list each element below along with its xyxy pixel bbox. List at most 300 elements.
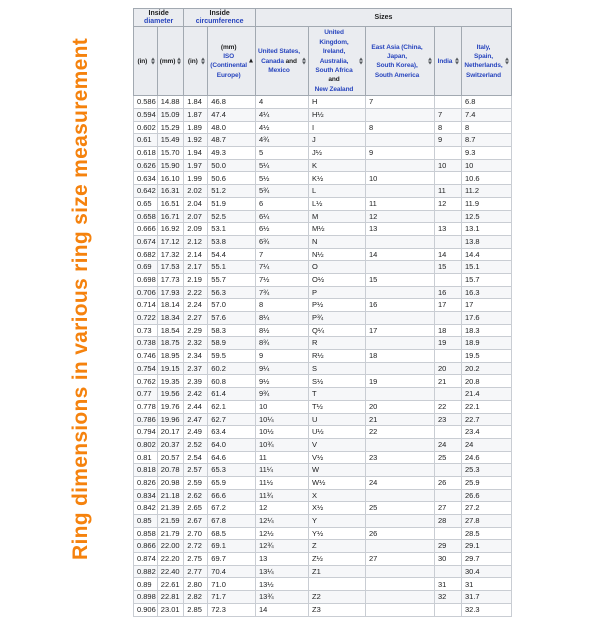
cell-east-asia-south-america: 9 xyxy=(366,147,435,160)
cell-diameter-in: 0.586 xyxy=(134,96,158,109)
group-header-inside-diameter xyxy=(134,9,184,27)
cell-diameter-in: 0.61 xyxy=(134,134,158,147)
cell-diameter-in: 0.81 xyxy=(134,451,158,464)
cell-italy-spain-netherlands-switzerland: 27.8 xyxy=(462,515,512,528)
cell-us-canada-mexico: 12½ xyxy=(256,527,309,540)
header-link[interactable]: South Africa xyxy=(315,67,353,75)
cell-circumference-mm-iso: 69.1 xyxy=(208,540,256,553)
header-text: (in) xyxy=(187,57,198,65)
table-row xyxy=(134,350,512,363)
cell-india: 10 xyxy=(435,159,462,172)
header-link[interactable]: Netherlands, xyxy=(464,62,503,70)
table-row xyxy=(134,578,512,591)
cell-circumference-in: 2.80 xyxy=(184,578,208,591)
cell-us-canada-mexico: 9¼ xyxy=(256,362,309,375)
cell-east-asia-south-america xyxy=(366,286,435,299)
cell-india: 19 xyxy=(435,337,462,350)
cell-diameter-mm: 15.09 xyxy=(157,109,184,122)
header-text: and xyxy=(328,76,340,84)
table-row xyxy=(134,299,512,312)
cell-diameter-mm: 15.49 xyxy=(157,134,184,147)
cell-diameter-mm: 19.76 xyxy=(157,400,184,413)
cell-circumference-mm-iso: 66.6 xyxy=(208,489,256,502)
cell-italy-spain-netherlands-switzerland: 12.5 xyxy=(462,210,512,223)
header-link[interactable]: (Continental xyxy=(210,62,247,70)
cell-uk-ireland-australia-southafrica-newzealand: Z xyxy=(309,540,366,553)
header-link[interactable]: Mexico xyxy=(268,67,290,75)
cell-circumference-in: 2.47 xyxy=(184,413,208,426)
table-row xyxy=(134,515,512,528)
cell-circumference-mm-iso: 52.5 xyxy=(208,210,256,223)
table-header xyxy=(134,9,512,96)
table-row xyxy=(134,438,512,451)
table-row xyxy=(134,261,512,274)
cell-circumference-in: 2.22 xyxy=(184,286,208,299)
cell-diameter-mm: 15.90 xyxy=(157,159,184,172)
sort-arrows-icon[interactable] xyxy=(359,58,363,65)
cell-uk-ireland-australia-southafrica-newzealand: Z1 xyxy=(309,565,366,578)
cell-diameter-mm: 20.78 xyxy=(157,464,184,477)
cell-uk-ireland-australia-southafrica-newzealand: Z½ xyxy=(309,553,366,566)
cell-diameter-in: 0.882 xyxy=(134,565,158,578)
cell-east-asia-south-america xyxy=(366,578,435,591)
cell-uk-ireland-australia-southafrica-newzealand: J xyxy=(309,134,366,147)
cell-uk-ireland-australia-southafrica-newzealand: J½ xyxy=(309,147,366,160)
cell-us-canada-mexico: 13 xyxy=(256,553,309,566)
cell-diameter-mm: 21.59 xyxy=(157,515,184,528)
cell-circumference-in: 2.65 xyxy=(184,502,208,515)
cell-diameter-in: 0.906 xyxy=(134,603,158,616)
cell-uk-ireland-australia-southafrica-newzealand: I xyxy=(309,121,366,134)
cell-east-asia-south-america xyxy=(366,261,435,274)
cell-diameter-in: 0.826 xyxy=(134,476,158,489)
cell-circumference-mm-iso: 51.2 xyxy=(208,185,256,198)
cell-us-canada-mexico: 4 xyxy=(256,96,309,109)
table-row xyxy=(134,553,512,566)
cell-east-asia-south-america: 15 xyxy=(366,273,435,286)
cell-india xyxy=(435,388,462,401)
cell-us-canada-mexico: 11½ xyxy=(256,476,309,489)
table-row xyxy=(134,312,512,325)
header-link[interactable]: South America xyxy=(374,71,420,79)
cell-us-canada-mexico: 9¾ xyxy=(256,388,309,401)
page-title: Ring dimensions in various ring size measurement xyxy=(69,37,92,561)
cell-diameter-in: 0.682 xyxy=(134,248,158,261)
cell-east-asia-south-america xyxy=(366,515,435,528)
cell-diameter-in: 0.602 xyxy=(134,121,158,134)
cell-diameter-in: 0.786 xyxy=(134,413,158,426)
cell-diameter-mm: 23.01 xyxy=(157,603,184,616)
header-link[interactable]: Canada xyxy=(261,57,284,65)
cell-diameter-mm: 22.20 xyxy=(157,553,184,566)
cell-italy-spain-netherlands-switzerland: 18.3 xyxy=(462,324,512,337)
header-link[interactable]: Europe) xyxy=(216,71,241,79)
cell-us-canada-mexico: 9 xyxy=(256,350,309,363)
cell-uk-ireland-australia-southafrica-newzealand: V xyxy=(309,438,366,451)
cell-uk-ireland-australia-southafrica-newzealand: M½ xyxy=(309,223,366,236)
column-header-india[interactable] xyxy=(435,27,462,96)
cell-circumference-mm-iso: 72.3 xyxy=(208,603,256,616)
cell-circumference-mm-iso: 58.3 xyxy=(208,324,256,337)
table-row xyxy=(134,159,512,172)
cell-us-canada-mexico: 12 xyxy=(256,502,309,515)
cell-circumference-mm-iso: 55.7 xyxy=(208,273,256,286)
cell-diameter-in: 0.818 xyxy=(134,464,158,477)
cell-india xyxy=(435,565,462,578)
cell-circumference-in: 2.04 xyxy=(184,197,208,210)
cell-us-canada-mexico: 8¼ xyxy=(256,312,309,325)
cell-circumference-mm-iso: 67.2 xyxy=(208,502,256,515)
header-link[interactable]: United Kingdom, xyxy=(319,29,349,46)
sort-arrows-icon[interactable] xyxy=(428,58,432,65)
cell-circumference-mm-iso: 65.9 xyxy=(208,476,256,489)
cell-us-canada-mexico: 6¾ xyxy=(256,235,309,248)
cell-uk-ireland-australia-southafrica-newzealand: P½ xyxy=(309,299,366,312)
cell-india xyxy=(435,210,462,223)
cell-india: 30 xyxy=(435,553,462,566)
cell-circumference-mm-iso: 70.4 xyxy=(208,565,256,578)
cell-italy-spain-netherlands-switzerland: 21.4 xyxy=(462,388,512,401)
cell-india xyxy=(435,464,462,477)
cell-us-canada-mexico: 11¾ xyxy=(256,489,309,502)
cell-us-canada-mexico: 6 xyxy=(256,197,309,210)
table-row xyxy=(134,489,512,502)
cell-italy-spain-netherlands-switzerland: 26.6 xyxy=(462,489,512,502)
cell-india: 23 xyxy=(435,413,462,426)
header-link[interactable]: Switzerland xyxy=(465,71,502,79)
cell-india xyxy=(435,172,462,185)
cell-east-asia-south-america: 18 xyxy=(366,350,435,363)
cell-circumference-in: 2.34 xyxy=(184,350,208,363)
header-link[interactable]: diameter xyxy=(144,17,174,25)
cell-circumference-in: 2.52 xyxy=(184,438,208,451)
column-header-diameter-in[interactable] xyxy=(134,27,158,96)
cell-east-asia-south-america: 20 xyxy=(366,400,435,413)
cell-circumference-mm-iso: 67.8 xyxy=(208,515,256,528)
cell-us-canada-mexico: 5 xyxy=(256,147,309,160)
cell-diameter-mm: 17.12 xyxy=(157,235,184,248)
cell-diameter-mm: 22.40 xyxy=(157,565,184,578)
cell-circumference-mm-iso: 53.1 xyxy=(208,223,256,236)
cell-uk-ireland-australia-southafrica-newzealand: X½ xyxy=(309,502,366,515)
sort-asc-icon[interactable] xyxy=(249,59,253,64)
header-link[interactable]: South Korea), xyxy=(376,62,418,70)
cell-east-asia-south-america xyxy=(366,337,435,350)
cell-circumference-mm-iso: 49.3 xyxy=(208,147,256,160)
cell-italy-spain-netherlands-switzerland: 18.9 xyxy=(462,337,512,350)
cell-italy-spain-netherlands-switzerland: 8 xyxy=(462,121,512,134)
header-text: (mm) xyxy=(220,43,237,51)
column-header-italy-spain-netherlands-switzerland[interactable] xyxy=(462,27,512,96)
column-header-uk-ireland-australia-southafrica-newzealand[interactable] xyxy=(309,27,366,96)
cell-diameter-mm: 18.75 xyxy=(157,337,184,350)
cell-diameter-mm: 19.35 xyxy=(157,375,184,388)
cell-circumference-mm-iso: 55.1 xyxy=(208,261,256,274)
cell-diameter-mm: 21.18 xyxy=(157,489,184,502)
cell-circumference-in: 1.92 xyxy=(184,134,208,147)
header-link[interactable]: circumference xyxy=(195,17,244,25)
cell-diameter-in: 0.77 xyxy=(134,388,158,401)
table-row xyxy=(134,464,512,477)
cell-circumference-mm-iso: 64.0 xyxy=(208,438,256,451)
table-row xyxy=(134,121,512,134)
cell-uk-ireland-australia-southafrica-newzealand: O xyxy=(309,261,366,274)
table-row xyxy=(134,476,512,489)
cell-circumference-mm-iso: 48.7 xyxy=(208,134,256,147)
cell-circumference-mm-iso: 60.2 xyxy=(208,362,256,375)
cell-italy-spain-netherlands-switzerland: 10.6 xyxy=(462,172,512,185)
cell-diameter-mm: 16.71 xyxy=(157,210,184,223)
cell-diameter-in: 0.722 xyxy=(134,312,158,325)
cell-diameter-mm: 20.98 xyxy=(157,476,184,489)
header-link[interactable]: New Zealand xyxy=(314,85,354,93)
cell-diameter-in: 0.634 xyxy=(134,172,158,185)
cell-east-asia-south-america xyxy=(366,185,435,198)
cell-italy-spain-netherlands-switzerland: 10 xyxy=(462,159,512,172)
cell-east-asia-south-america: 12 xyxy=(366,210,435,223)
cell-east-asia-south-america xyxy=(366,438,435,451)
cell-italy-spain-netherlands-switzerland: 16.3 xyxy=(462,286,512,299)
column-header-east-asia-south-america[interactable] xyxy=(366,27,435,96)
cell-india: 8 xyxy=(435,121,462,134)
cell-italy-spain-netherlands-switzerland: 13.8 xyxy=(462,235,512,248)
cell-diameter-mm: 17.93 xyxy=(157,286,184,299)
cell-india xyxy=(435,273,462,286)
cell-diameter-in: 0.746 xyxy=(134,350,158,363)
header-link[interactable]: Spain, xyxy=(474,52,493,60)
cell-us-canada-mexico: 7¾ xyxy=(256,286,309,299)
cell-india: 17 xyxy=(435,299,462,312)
cell-east-asia-south-america xyxy=(366,603,435,616)
cell-us-canada-mexico: 7½ xyxy=(256,273,309,286)
cell-uk-ireland-australia-southafrica-newzealand: Z2 xyxy=(309,591,366,604)
cell-east-asia-south-america: 25 xyxy=(366,502,435,515)
cell-uk-ireland-australia-southafrica-newzealand: W xyxy=(309,464,366,477)
header-link[interactable]: United States, xyxy=(258,48,300,56)
cell-uk-ireland-australia-southafrica-newzealand: R½ xyxy=(309,350,366,363)
cell-us-canada-mexico: 4¼ xyxy=(256,109,309,122)
table-row xyxy=(134,248,512,261)
cell-diameter-mm: 20.37 xyxy=(157,438,184,451)
table-row xyxy=(134,540,512,553)
table-row xyxy=(134,426,512,439)
header-link[interactable]: India xyxy=(437,57,453,65)
cell-east-asia-south-america: 14 xyxy=(366,248,435,261)
group-header-inside-circumference xyxy=(184,9,256,27)
table-row xyxy=(134,337,512,350)
table-row xyxy=(134,527,512,540)
cell-diameter-in: 0.834 xyxy=(134,489,158,502)
table-row xyxy=(134,96,512,109)
cell-east-asia-south-america xyxy=(366,565,435,578)
cell-italy-spain-netherlands-switzerland: 20.8 xyxy=(462,375,512,388)
cell-circumference-mm-iso: 54.4 xyxy=(208,248,256,261)
cell-circumference-in: 2.12 xyxy=(184,235,208,248)
column-header-us-canada-mexico[interactable] xyxy=(256,27,309,96)
cell-east-asia-south-america xyxy=(366,134,435,147)
cell-circumference-mm-iso: 58.9 xyxy=(208,337,256,350)
cell-circumference-in: 2.39 xyxy=(184,375,208,388)
cell-circumference-in: 2.70 xyxy=(184,527,208,540)
cell-circumference-in: 2.02 xyxy=(184,185,208,198)
cell-us-canada-mexico: 7¼ xyxy=(256,261,309,274)
cell-uk-ireland-australia-southafrica-newzealand: Q¼ xyxy=(309,324,366,337)
cell-diameter-mm: 20.17 xyxy=(157,426,184,439)
cell-diameter-in: 0.842 xyxy=(134,502,158,515)
sort-arrows-icon[interactable] xyxy=(302,58,306,65)
cell-us-canada-mexico: 13½ xyxy=(256,578,309,591)
header-link[interactable]: Japan, xyxy=(387,52,407,60)
cell-italy-spain-netherlands-switzerland: 9.3 xyxy=(462,147,512,160)
table-row xyxy=(134,451,512,464)
cell-india xyxy=(435,426,462,439)
cell-circumference-in: 2.24 xyxy=(184,299,208,312)
cell-italy-spain-netherlands-switzerland: 28.5 xyxy=(462,527,512,540)
header-link[interactable]: Ireland, xyxy=(322,48,346,56)
cell-italy-spain-netherlands-switzerland: 32.3 xyxy=(462,603,512,616)
cell-circumference-in: 2.85 xyxy=(184,603,208,616)
cell-circumference-in: 2.75 xyxy=(184,553,208,566)
cell-india: 18 xyxy=(435,324,462,337)
cell-diameter-in: 0.898 xyxy=(134,591,158,604)
cell-uk-ireland-australia-southafrica-newzealand: K xyxy=(309,159,366,172)
sort-arrows-icon[interactable] xyxy=(151,58,155,65)
cell-italy-spain-netherlands-switzerland: 7.4 xyxy=(462,109,512,122)
cell-diameter-mm: 14.88 xyxy=(157,96,184,109)
cell-italy-spain-netherlands-switzerland: 24 xyxy=(462,438,512,451)
cell-india xyxy=(435,350,462,363)
cell-india xyxy=(435,96,462,109)
cell-east-asia-south-america xyxy=(366,540,435,553)
header-text: and xyxy=(283,57,297,65)
cell-diameter-in: 0.866 xyxy=(134,540,158,553)
cell-italy-spain-netherlands-switzerland: 17 xyxy=(462,299,512,312)
cell-us-canada-mexico: 5½ xyxy=(256,172,309,185)
cell-circumference-in: 2.77 xyxy=(184,565,208,578)
cell-diameter-mm: 22.81 xyxy=(157,591,184,604)
cell-india: 29 xyxy=(435,540,462,553)
header-link[interactable]: ISO xyxy=(223,52,235,60)
cell-uk-ireland-australia-southafrica-newzealand: L xyxy=(309,185,366,198)
cell-us-canada-mexico: 11¼ xyxy=(256,464,309,477)
column-header-circumference-mm-iso[interactable] xyxy=(208,27,256,96)
cell-italy-spain-netherlands-switzerland: 31.7 xyxy=(462,591,512,604)
cell-uk-ireland-australia-southafrica-newzealand: T½ xyxy=(309,400,366,413)
sort-arrows-icon[interactable] xyxy=(177,58,181,65)
cell-east-asia-south-america xyxy=(366,312,435,325)
sort-arrows-icon[interactable] xyxy=(201,58,205,65)
cell-uk-ireland-australia-southafrica-newzealand: H xyxy=(309,96,366,109)
table-row xyxy=(134,413,512,426)
cell-east-asia-south-america xyxy=(366,362,435,375)
cell-us-canada-mexico: 4¾ xyxy=(256,134,309,147)
cell-india: 20 xyxy=(435,362,462,375)
table-row xyxy=(134,324,512,337)
cell-us-canada-mexico: 10½ xyxy=(256,426,309,439)
table-row xyxy=(134,273,512,286)
header-link[interactable]: Australia, xyxy=(319,57,349,65)
cell-circumference-mm-iso: 57.0 xyxy=(208,299,256,312)
cell-circumference-mm-iso: 56.3 xyxy=(208,286,256,299)
cell-east-asia-south-america xyxy=(366,388,435,401)
cell-diameter-mm: 19.56 xyxy=(157,388,184,401)
cell-italy-spain-netherlands-switzerland: 25.9 xyxy=(462,476,512,489)
column-header-circumference-in[interactable] xyxy=(184,27,208,96)
cell-circumference-in: 2.07 xyxy=(184,210,208,223)
cell-diameter-in: 0.65 xyxy=(134,197,158,210)
cell-circumference-mm-iso: 71.0 xyxy=(208,578,256,591)
cell-italy-spain-netherlands-switzerland: 20.2 xyxy=(462,362,512,375)
cell-diameter-in: 0.69 xyxy=(134,261,158,274)
cell-diameter-mm: 17.32 xyxy=(157,248,184,261)
cell-india: 13 xyxy=(435,223,462,236)
header-link[interactable]: East Asia (China, xyxy=(371,43,423,51)
cell-diameter-in: 0.85 xyxy=(134,515,158,528)
cell-circumference-in: 1.84 xyxy=(184,96,208,109)
cell-diameter-in: 0.778 xyxy=(134,400,158,413)
table-row xyxy=(134,172,512,185)
cell-circumference-in: 1.97 xyxy=(184,159,208,172)
cell-us-canada-mexico: 9½ xyxy=(256,375,309,388)
cell-diameter-mm: 18.34 xyxy=(157,312,184,325)
cell-circumference-mm-iso: 53.8 xyxy=(208,235,256,248)
table-row xyxy=(134,375,512,388)
sort-arrows-icon[interactable] xyxy=(455,58,459,65)
cell-diameter-mm: 17.53 xyxy=(157,261,184,274)
table-row xyxy=(134,134,512,147)
cell-uk-ireland-australia-southafrica-newzealand: P xyxy=(309,286,366,299)
cell-us-canada-mexico: 7 xyxy=(256,248,309,261)
cell-east-asia-south-america: 13 xyxy=(366,223,435,236)
cell-circumference-mm-iso: 51.9 xyxy=(208,197,256,210)
cell-east-asia-south-america: 10 xyxy=(366,172,435,185)
cell-east-asia-south-america xyxy=(366,591,435,604)
cell-east-asia-south-america: 22 xyxy=(366,426,435,439)
cell-uk-ireland-australia-southafrica-newzealand: O½ xyxy=(309,273,366,286)
cell-diameter-mm: 16.51 xyxy=(157,197,184,210)
cell-italy-spain-netherlands-switzerland: 6.8 xyxy=(462,96,512,109)
cell-us-canada-mexico: 14 xyxy=(256,603,309,616)
table-row xyxy=(134,197,512,210)
cell-uk-ireland-australia-southafrica-newzealand: N xyxy=(309,235,366,248)
cell-us-canada-mexico: 12¼ xyxy=(256,515,309,528)
cell-east-asia-south-america xyxy=(366,464,435,477)
cell-italy-spain-netherlands-switzerland: 25.3 xyxy=(462,464,512,477)
header-link[interactable]: Italy, xyxy=(476,43,491,51)
table-body xyxy=(134,96,512,616)
cell-uk-ireland-australia-southafrica-newzealand: U xyxy=(309,413,366,426)
cell-diameter-in: 0.874 xyxy=(134,553,158,566)
cell-italy-spain-netherlands-switzerland: 13.1 xyxy=(462,223,512,236)
cell-east-asia-south-america xyxy=(366,235,435,248)
cell-east-asia-south-america: 27 xyxy=(366,553,435,566)
header-text: (mm) xyxy=(159,57,176,65)
cell-italy-spain-netherlands-switzerland: 17.6 xyxy=(462,312,512,325)
column-header-diameter-mm[interactable] xyxy=(157,27,184,96)
cell-india: 15 xyxy=(435,261,462,274)
cell-india xyxy=(435,527,462,540)
cell-india: 31 xyxy=(435,578,462,591)
sort-arrows-icon[interactable] xyxy=(505,58,509,65)
table-row xyxy=(134,235,512,248)
cell-india xyxy=(435,312,462,325)
cell-italy-spain-netherlands-switzerland: 27.2 xyxy=(462,502,512,515)
cell-east-asia-south-america: 23 xyxy=(366,451,435,464)
cell-circumference-in: 1.99 xyxy=(184,172,208,185)
cell-diameter-in: 0.794 xyxy=(134,426,158,439)
cell-diameter-mm: 20.57 xyxy=(157,451,184,464)
table-row xyxy=(134,362,512,375)
